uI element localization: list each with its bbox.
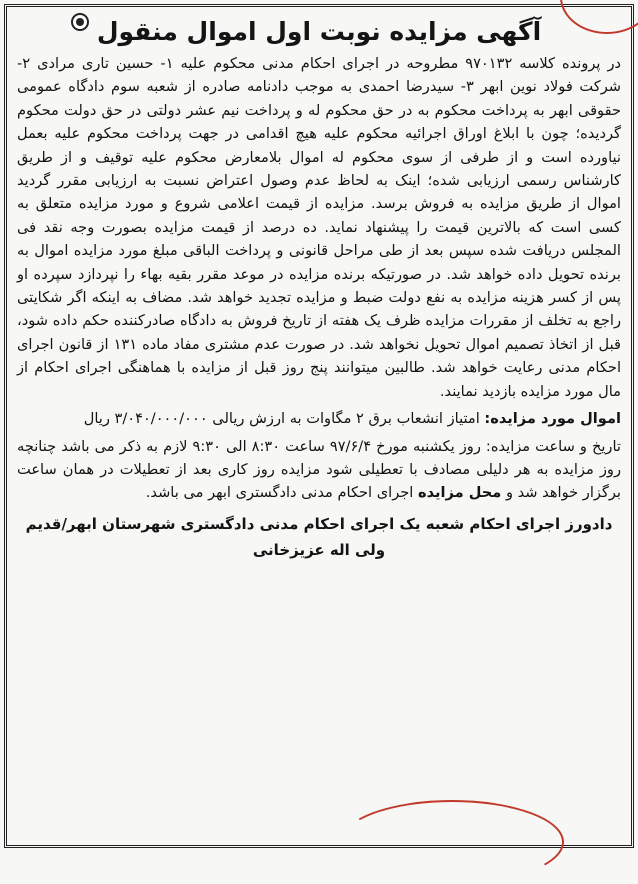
auction-schedule — [17, 435, 621, 505]
bullet-icon — [71, 13, 89, 31]
auction-schedule-text: تاریخ و ساعت مزایده: روز یکشنبه مورخ ۹۷/۶/۴ ساعت ۸:۳۰ الی ۹:۳۰ لازم به ذکر می باشد چنانچه روز مزایده به هر دلیلی مصادف با تعطیلی شود مزایده روز کاری بعد از تعطیلات در همان ساعت برگزار خواهد شد و — [17, 437, 621, 502]
auction-item-text: امتیاز انشعاب برق ۲ مگاوات به ارزش ریالی ۳/۰۴۰/۰۰۰/۰۰۰ ریال — [83, 410, 485, 428]
auction-location-label: محل مزایده — [418, 484, 502, 502]
pen-mark-bottom — [340, 800, 564, 884]
auction-item-label: اموال مورد مزایده: — [484, 410, 621, 428]
notice-body: در پرونده کلاسه ۹۷۰۱۳۲ مطروحه در اجرای احکام مدنی محکوم علیه ۱- حسین تاری مرادی ۲- شرکت فولاد نوین ابهر ۳- سیدرضا احمدی به موجب دادنامه صادره از شعبه سوم دادگاه عمومی حقوقی ابهر به پرداخت محکوم به در حق محکوم له و پرداخت نیم عشر دولتی در حق دولت محکوم گردیده؛ چون با ابلاغ اوراق اجرائیه محکوم علیه هیچ اقدامی در جهت پرداخت محکوم علیه بعمل نیاورده است و از طرفی از سوی محکوم له اموال بلامعارض محکوم علیه توقیف و از طریق کارشناس رسمی ارزیابی شده؛ اینک به لحاظ عدم وصول اعتراض نسبت به ارزیابی مقرر گردید اموال از طریق مزایده به فروش برسد. مزایده از قیمت اعلامی شروع و مورد مزایده متعلق به کسی است که بالاترین قیمت را پیشنهاد نماید. ده درصد از قیمت مزایده بصورت وجه نقد فی المجلس دریافت شده سپس بعد از طی مراحل قانونی و پرداخت الباقی مبلغ مورد مزایده اموال به برنده تحویل داده خواهد شد. در صورتیکه برنده مزایده در موعد مقرر بقیه بهاء را نپردازد سپرده او پس از کسر هزینه مزایده به نفع دولت ضبط و مزایده تجدید خواهد شد. مضاف به اینکه اگر شکایتی راجع به تخلف از مقررات مزایده ظرف یک هفته از تاریخ فروش به دادگاه صادرکننده حکم داده شود، قبل از اتخاذ تصمیم اموال تحویل نخواهد شد. در صورت عدم مشتری مفاد ماده ۱۳۱ از قانون اجرای احکام مدنی رعایت خواهد شد. طالبین میتوانند پنج روز قبل از مزایده با هماهنگی اجرای احکام از مال مورد مزایده بازدید نمایند. — [17, 55, 622, 400]
signer-title: دادورز اجرای احکام شعبه یک اجرای احکام مدنی دادگستری شهرستان ابهر/قدیم — [25, 514, 613, 533]
auction-location-text: اجرای احکام مدنی دادگستری ابهر می باشد. — [145, 484, 418, 502]
signer-name: ولی اله عزیزخانی — [252, 540, 386, 559]
notice-page — [4, 4, 634, 848]
auction-item — [17, 407, 621, 430]
notice-title: آگهی مزایده نوبت اول اموال منقول — [96, 17, 542, 46]
signature-block — [17, 511, 621, 563]
